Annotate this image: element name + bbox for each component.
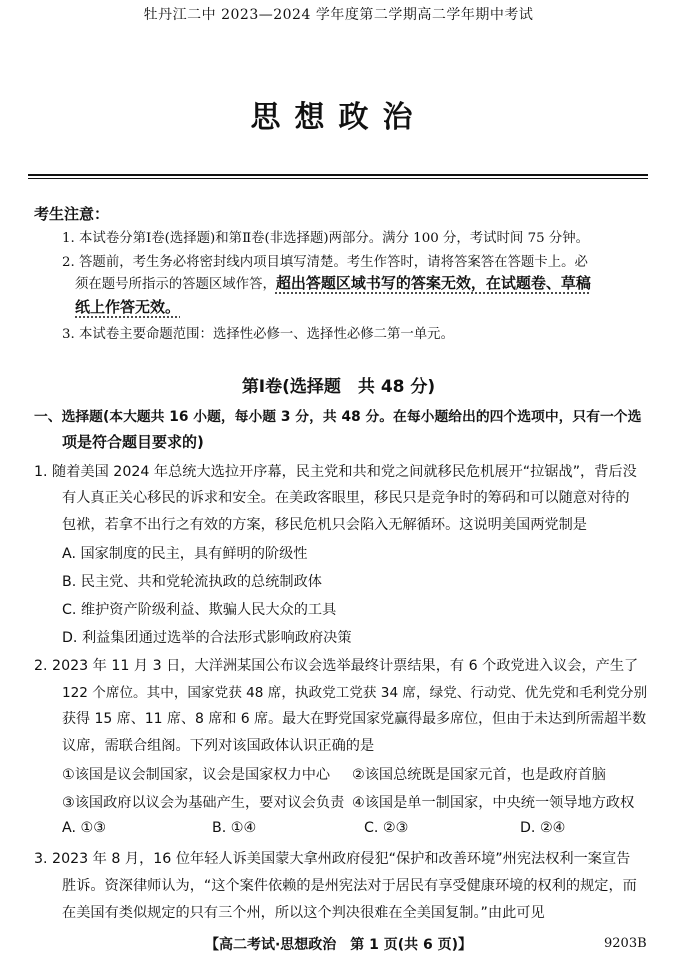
notice-emphasis: 超出答题区域书写的答案无效，在试题卷、草稿 (275, 274, 591, 292)
q1-option-d: D. 利益集团通过选举的合法形式影响政府决策 (62, 630, 352, 646)
q2-option-a: A. ①③ (62, 820, 106, 836)
subject-title: 思想政治 (250, 100, 427, 135)
exam-title: 牡丹江二中 2023—2024 学年度第二学期高二学年期中考试 (143, 7, 534, 23)
notice-emphasis-2: 纸上作答无效。 (75, 298, 181, 316)
q3-line-1: 3. 2023 年 8 月，16 位年轻人诉美国蒙大拿州政府侵犯“保护和改善环境”州宪法权利一案宣告 (34, 851, 631, 867)
paper-code: 9203B (604, 936, 647, 951)
header-rule-thin (28, 178, 648, 179)
q2-line-3: 获得 15 席、11 席、8 席和 6 席。最大在野党国家党赢得最多席位，但由于未达到所需超半数 (62, 711, 647, 727)
q2-line-2: 122 个席位。其中，国家党获 48 席，执政党工党获 34 席，绿党、行动党、优先党和毛利党分别 (62, 685, 648, 701)
q2-line-4: 议席，需联合组阁。下列对该国政体认识正确的是 (62, 738, 375, 754)
q2-statement-1: ①该国是议会制国家，议会是国家权力中心 (62, 767, 331, 783)
q2-option-c: C. ②③ (364, 820, 409, 836)
header-rule-thick (28, 174, 648, 176)
notice-heading: 考生注意： (34, 205, 110, 223)
q1-option-a: A. 国家制度的民主，具有鲜明的阶级性 (62, 546, 308, 562)
notice-line-5: 3. 本试卷主要命题范围：选择性必修一、选择性必修二第一单元。 (62, 327, 454, 342)
notice-line-3-plain: 须在题号所指示的答题区域作答， (75, 277, 276, 292)
q2-option-b: B. ①④ (212, 820, 257, 836)
q2-option-d: D. ②④ (520, 820, 566, 836)
notice-line-3 (75, 276, 591, 291)
section-instruction-1: 一、选择题(本大题共 16 小题，每小题 3 分，共 48 分。在每小题给出的四个选项中，只有一个选 (34, 409, 642, 425)
notice-line-2: 2. 答题前，考生务必将密封线内项目填写清楚。考生作答时，请将答案答在答题卡上。必 (62, 255, 588, 270)
q1-line-2: 有人真正关心移民的诉求和安全。在美政客眼里，移民只是竞争时的筹码和可以随意对待的 (62, 490, 630, 506)
section-title: 第Ⅰ卷(选择题 共 48 分) (241, 377, 436, 397)
q2-statement-3: ③该国政府以议会为基础产生，要对议会负责 (62, 795, 345, 811)
q2-line-1: 2. 2023 年 11 月 3 日，大洋洲某国公布议会选举最终计票结果，有 6 个政党进入议会，产生了 (34, 658, 639, 674)
notice-line-4 (75, 300, 180, 315)
q2-statement-4: ④该国是单一制国家，中央统一领导地方政权 (352, 795, 635, 811)
q1-line-3: 包袱，若拿不出行之有效的方案，移民危机只会陷入无解循环。这说明美国两党制是 (62, 517, 587, 533)
q2-statement-2: ②该国总统既是国家元首，也是政府首脑 (352, 767, 606, 783)
q1-option-b: B. 民主党、共和党轮流执政的总统制政体 (62, 574, 322, 590)
q3-line-2: 胜诉。资深律师认为，“这个案件依赖的是州宪法对于居民有享受健康环境的权利的规定，而 (62, 878, 637, 894)
section-instruction-2: 项是符合题目要求的) (62, 433, 204, 451)
q1-option-c: C. 维护资产阶级利益、欺骗人民大众的工具 (62, 602, 337, 618)
q3-line-3: 在美国有类似规定的只有三个州，所以这个判决很难在全美国复制。”由此可见 (62, 905, 545, 921)
q1-line-1: 1. 随着美国 2024 年总统大选拉开序幕，民主党和共和党之间就移民危机展开“拉锯战”，背后没 (34, 464, 637, 480)
notice-line-1: 1. 本试卷分第Ⅰ卷(选择题)和第Ⅱ卷(非选择题)两部分。满分 100 分，考试时间 75 分钟。 (62, 231, 590, 246)
page-footer: 【高二考试·思想政治 第 1 页(共 6 页)】 (204, 937, 473, 953)
